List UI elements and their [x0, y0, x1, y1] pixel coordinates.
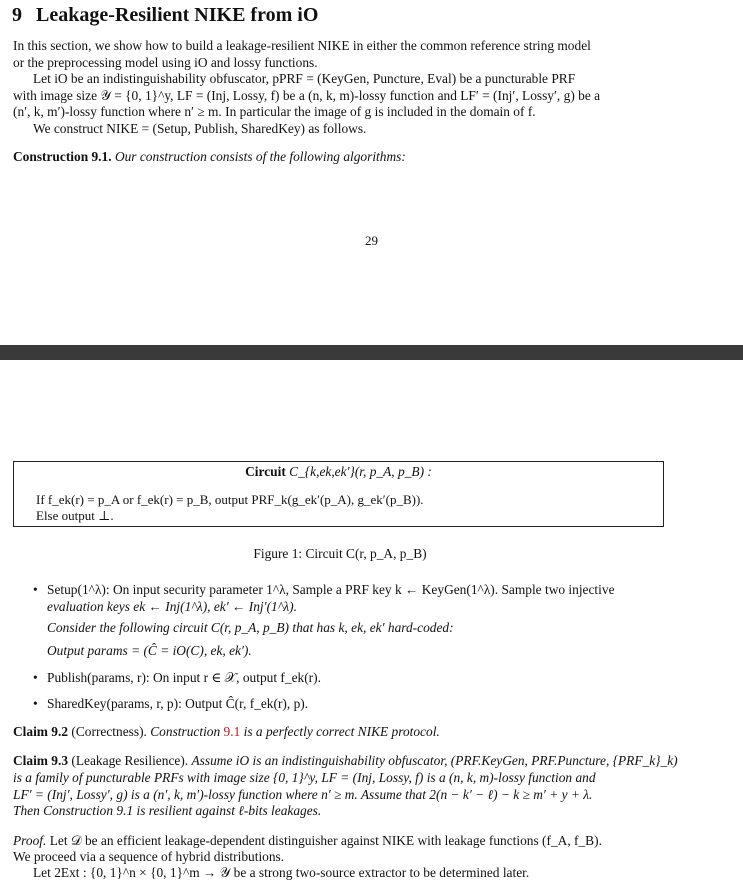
construction-ref-link[interactable]: 9.1 [223, 724, 241, 739]
figure-line-1: If f_ek(r) = p_A or f_ek(r) = p_B, output PRF_k(g_ek′(p_A), g_ek′(p_B)). [36, 492, 424, 507]
figure-title-prefix: Circuit [245, 464, 286, 479]
claim-9-3-line-2: is a family of puncturable PRFs with image size {0, 1}^y, LF = (Inj, Lossy, f) is a (n, k, m)-lossy function and [13, 770, 596, 785]
claim-9-3-line-1 [13, 753, 678, 770]
proof-label: Proof. [13, 833, 47, 848]
claim-9-2-paren: (Correctness). [71, 724, 147, 739]
intro-line-5: (n′, k, m′)-lossy function where n′ ≥ m. In particular the image of g is included in the domain of f. [13, 104, 536, 119]
section-heading [12, 2, 318, 28]
claim-9-3-line-4: Then Construction 9.1 is resilient against ℓ-bits leakages. [13, 803, 322, 818]
page-separator [0, 345, 743, 360]
page-number: 29 [365, 233, 378, 248]
figure-line-2: Else output ⊥. [36, 508, 114, 523]
construction-text: Our construction consists of the following algorithms: [114, 149, 406, 164]
claim-9-3-label: Claim 9.3 [13, 753, 69, 768]
figure-title-expr: C_{k,ek,ek′}(r, p_A, p_B) : [289, 464, 432, 479]
figure-1-box [13, 461, 664, 527]
intro-line-6: We construct NIKE = (Setup, Publish, SharedKey) as follows. [33, 121, 367, 136]
bullet-icon: • [33, 582, 38, 597]
bullet-icon: • [33, 696, 38, 711]
setup-line-3: Consider the following circuit C(r, p_A, p_B) that has k, ek, ek′ hard-coded: [47, 620, 454, 635]
section-number: 9 [12, 4, 22, 26]
intro-line-2: or the preprocessing model using iO and lossy functions. [13, 55, 318, 70]
claim-9-3-line-3: LF′ = (Inj′, Lossy′, g) is a (n′, k, m′)-lossy function where n′ ≥ m. Assume that 2(n − k′ − ℓ) − k ≥ m′ + y + λ. [13, 787, 593, 802]
proof-line-1 [13, 833, 673, 850]
claim-9-3-paren: (Leakage Resilience). [71, 753, 189, 768]
proof-text-1: Let 𝒟 be an efficient leakage-dependent distinguisher against NIKE with leakage functions (f_A, f_B). [49, 833, 602, 848]
setup-line-1: Setup(1^λ): On input security parameter 1^λ, Sample a PRF key k ← KeyGen(1^λ). Sample two injective [47, 582, 615, 597]
intro-line-1: In this section, we show how to build a leakage-resilient NIKE in either the common reference string model [13, 38, 591, 53]
publish-line: Publish(params, r): On input r ∈ 𝒳, output f_ek(r). [47, 670, 321, 685]
claim-9-2-label: Claim 9.2 [13, 724, 69, 739]
figure-caption-label: Figure 1: [253, 546, 303, 561]
section-title: Leakage-Resilient NIKE from iO [36, 4, 319, 26]
setup-line-2: evaluation keys ek ← Inj(1^λ), ek′ ← Inj′(1^λ). [47, 599, 297, 614]
bullet-icon: • [33, 670, 38, 685]
claim-9-2 [13, 724, 673, 741]
claim-9-2-text-a: Construction [150, 724, 221, 739]
figure-caption [0, 546, 680, 562]
construction-label: Construction 9.1. [13, 149, 112, 164]
proof-line-2: We proceed via a sequence of hybrid distributions. [13, 849, 285, 864]
intro-line-4: with image size 𝒴 = {0, 1}^y, LF = (Inj, Lossy, f) be a (n, k, m)-lossy function and LF′ = (Inj′, Lossy′, g) be a [13, 88, 601, 103]
figure-caption-text: Circuit C(r, p_A, p_B) [305, 546, 427, 561]
claim-9-3-text-1: Assume iO is an indistinguishability obfuscator, (PRF.KeyGen, PRF.Puncture, {PRF_k}_k) [191, 753, 678, 768]
proof-line-3: Let 2Ext : {0, 1}^n × {0, 1}^m → 𝒴 be a strong two-source extractor to be determined later. [33, 865, 530, 880]
construction-9-1 [13, 149, 673, 166]
intro-line-3: Let iO be an indistinguishability obfuscator, pPRF = (KeyGen, Puncture, Eval) be a puncturable PRF [33, 71, 576, 86]
figure-title [14, 464, 663, 480]
sharedkey-line: SharedKey(params, r, p): Output Ĉ(r, f_ek(r), p). [47, 696, 309, 711]
paper-page-top [0, 0, 743, 345]
paper-page-bottom [0, 360, 743, 886]
setup-line-4: Output params = (Ĉ = iO(C), ek, ek′). [47, 643, 252, 658]
claim-9-2-text-b: is a perfectly correct NIKE protocol. [243, 724, 440, 739]
